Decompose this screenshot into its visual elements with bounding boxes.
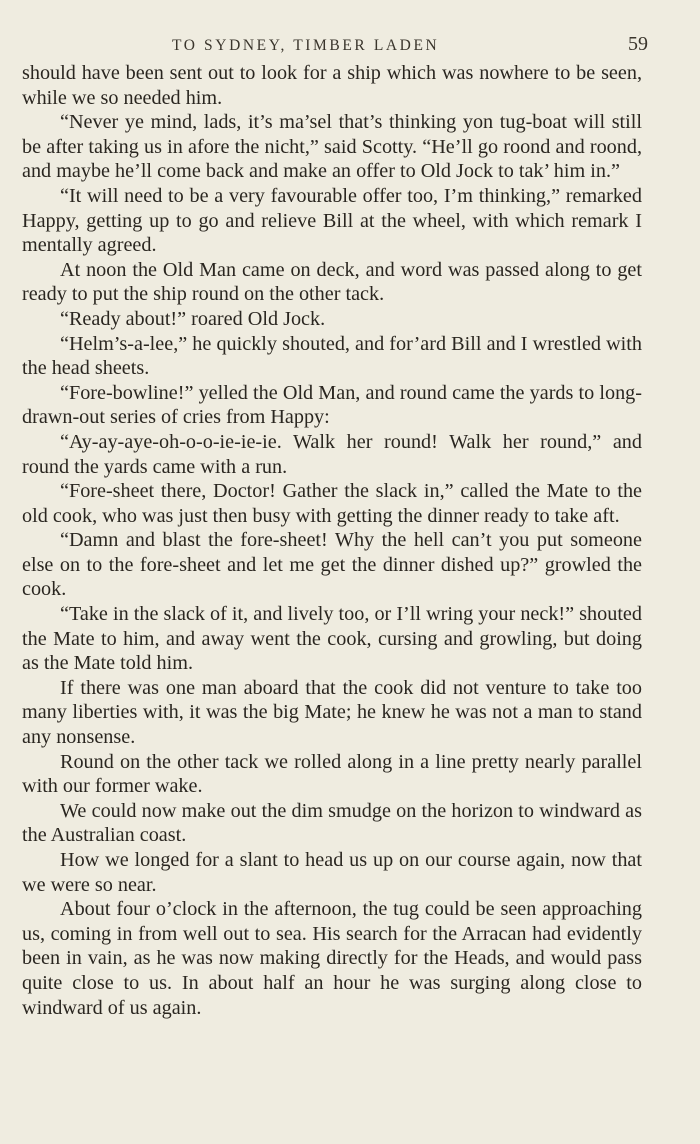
paragraph: “Damn and blast the fore-sheet! Why the hell can’t you put someone else on to the fore-sheet and let me get the dinner dished up?” growled the cook.: [22, 529, 642, 601]
running-head: [22, 33, 648, 61]
paragraph: At noon the Old Man came on deck, and word was passed along to get ready to put the ship round on the other tack.: [22, 258, 642, 306]
paragraph: How we longed for a slant to head us up on our course again, now that we were so near.: [22, 849, 642, 896]
paragraph: “Never ye mind, lads, it’s ma’sel that’s thinking yon tug-boat will still be after taking us in afore the nicht,” said Scotty. “He’ll go roond and roond, and maybe he’ll come back and make an offer to Old Jock to tak’ him in.”: [22, 111, 642, 183]
paragraph: “Helm’s-a-lee,” he quickly shouted, and for’ard Bill and I wrestled with the head sheets.: [22, 332, 642, 380]
body-text: [22, 61, 642, 1020]
paragraph: “Ay-ay-aye-oh-o-o-ie-ie-ie. Walk her round! Walk her round,” and round the yards came with a run.: [22, 430, 642, 478]
paragraph: “It will need to be a very favourable offer too, I’m thinking,” remarked Happy, getting up to go and relieve Bill at the wheel, with which remark I mentally agreed.: [22, 184, 642, 257]
paragraph: We could now make out the dim smudge on the horizon to windward as the Australian coast.: [22, 799, 642, 847]
paragraph: “Take in the slack of it, and lively too, or I’ll wring your neck!” shouted the Mate to him, and away went the cook, cursing and growling, but doing as the Mate told him.: [22, 603, 642, 675]
paragraph: Round on the other tack we rolled along in a line pretty nearly parallel with our former wake.: [22, 750, 642, 798]
paragraph: About four o’clock in the afternoon, the tug could be seen approaching us, coming in from well out to sea. His search for the Arracan had evidently been in vain, as he was now making directly for the Heads, and would pass quite close to us. In about half an hour he was surging along close to windward of us again.: [22, 898, 642, 1019]
paragraph: If there was one man aboard that the cook did not venture to take too many liberties with, it was the big Mate; he knew he was not a man to stand any nonsense.: [22, 676, 642, 749]
paragraph: should have been sent out to look for a ship which was nowhere to be seen, while we so needed him.: [22, 62, 642, 109]
paragraph: “Ready about!” roared Old Jock.: [60, 307, 326, 330]
paragraph: “Fore-bowline!” yelled the Old Man, and round came the yards to long-drawn-out series of cries from Happy:: [22, 381, 642, 429]
running-title: TO SYDNEY, TIMBER LADEN: [172, 37, 440, 54]
paragraph: “Fore-sheet there, Doctor! Gather the slack in,” called the Mate to the old cook, who was just then busy with getting the dinner ready to take aft.: [22, 480, 642, 527]
page-number: 59: [628, 33, 648, 55]
